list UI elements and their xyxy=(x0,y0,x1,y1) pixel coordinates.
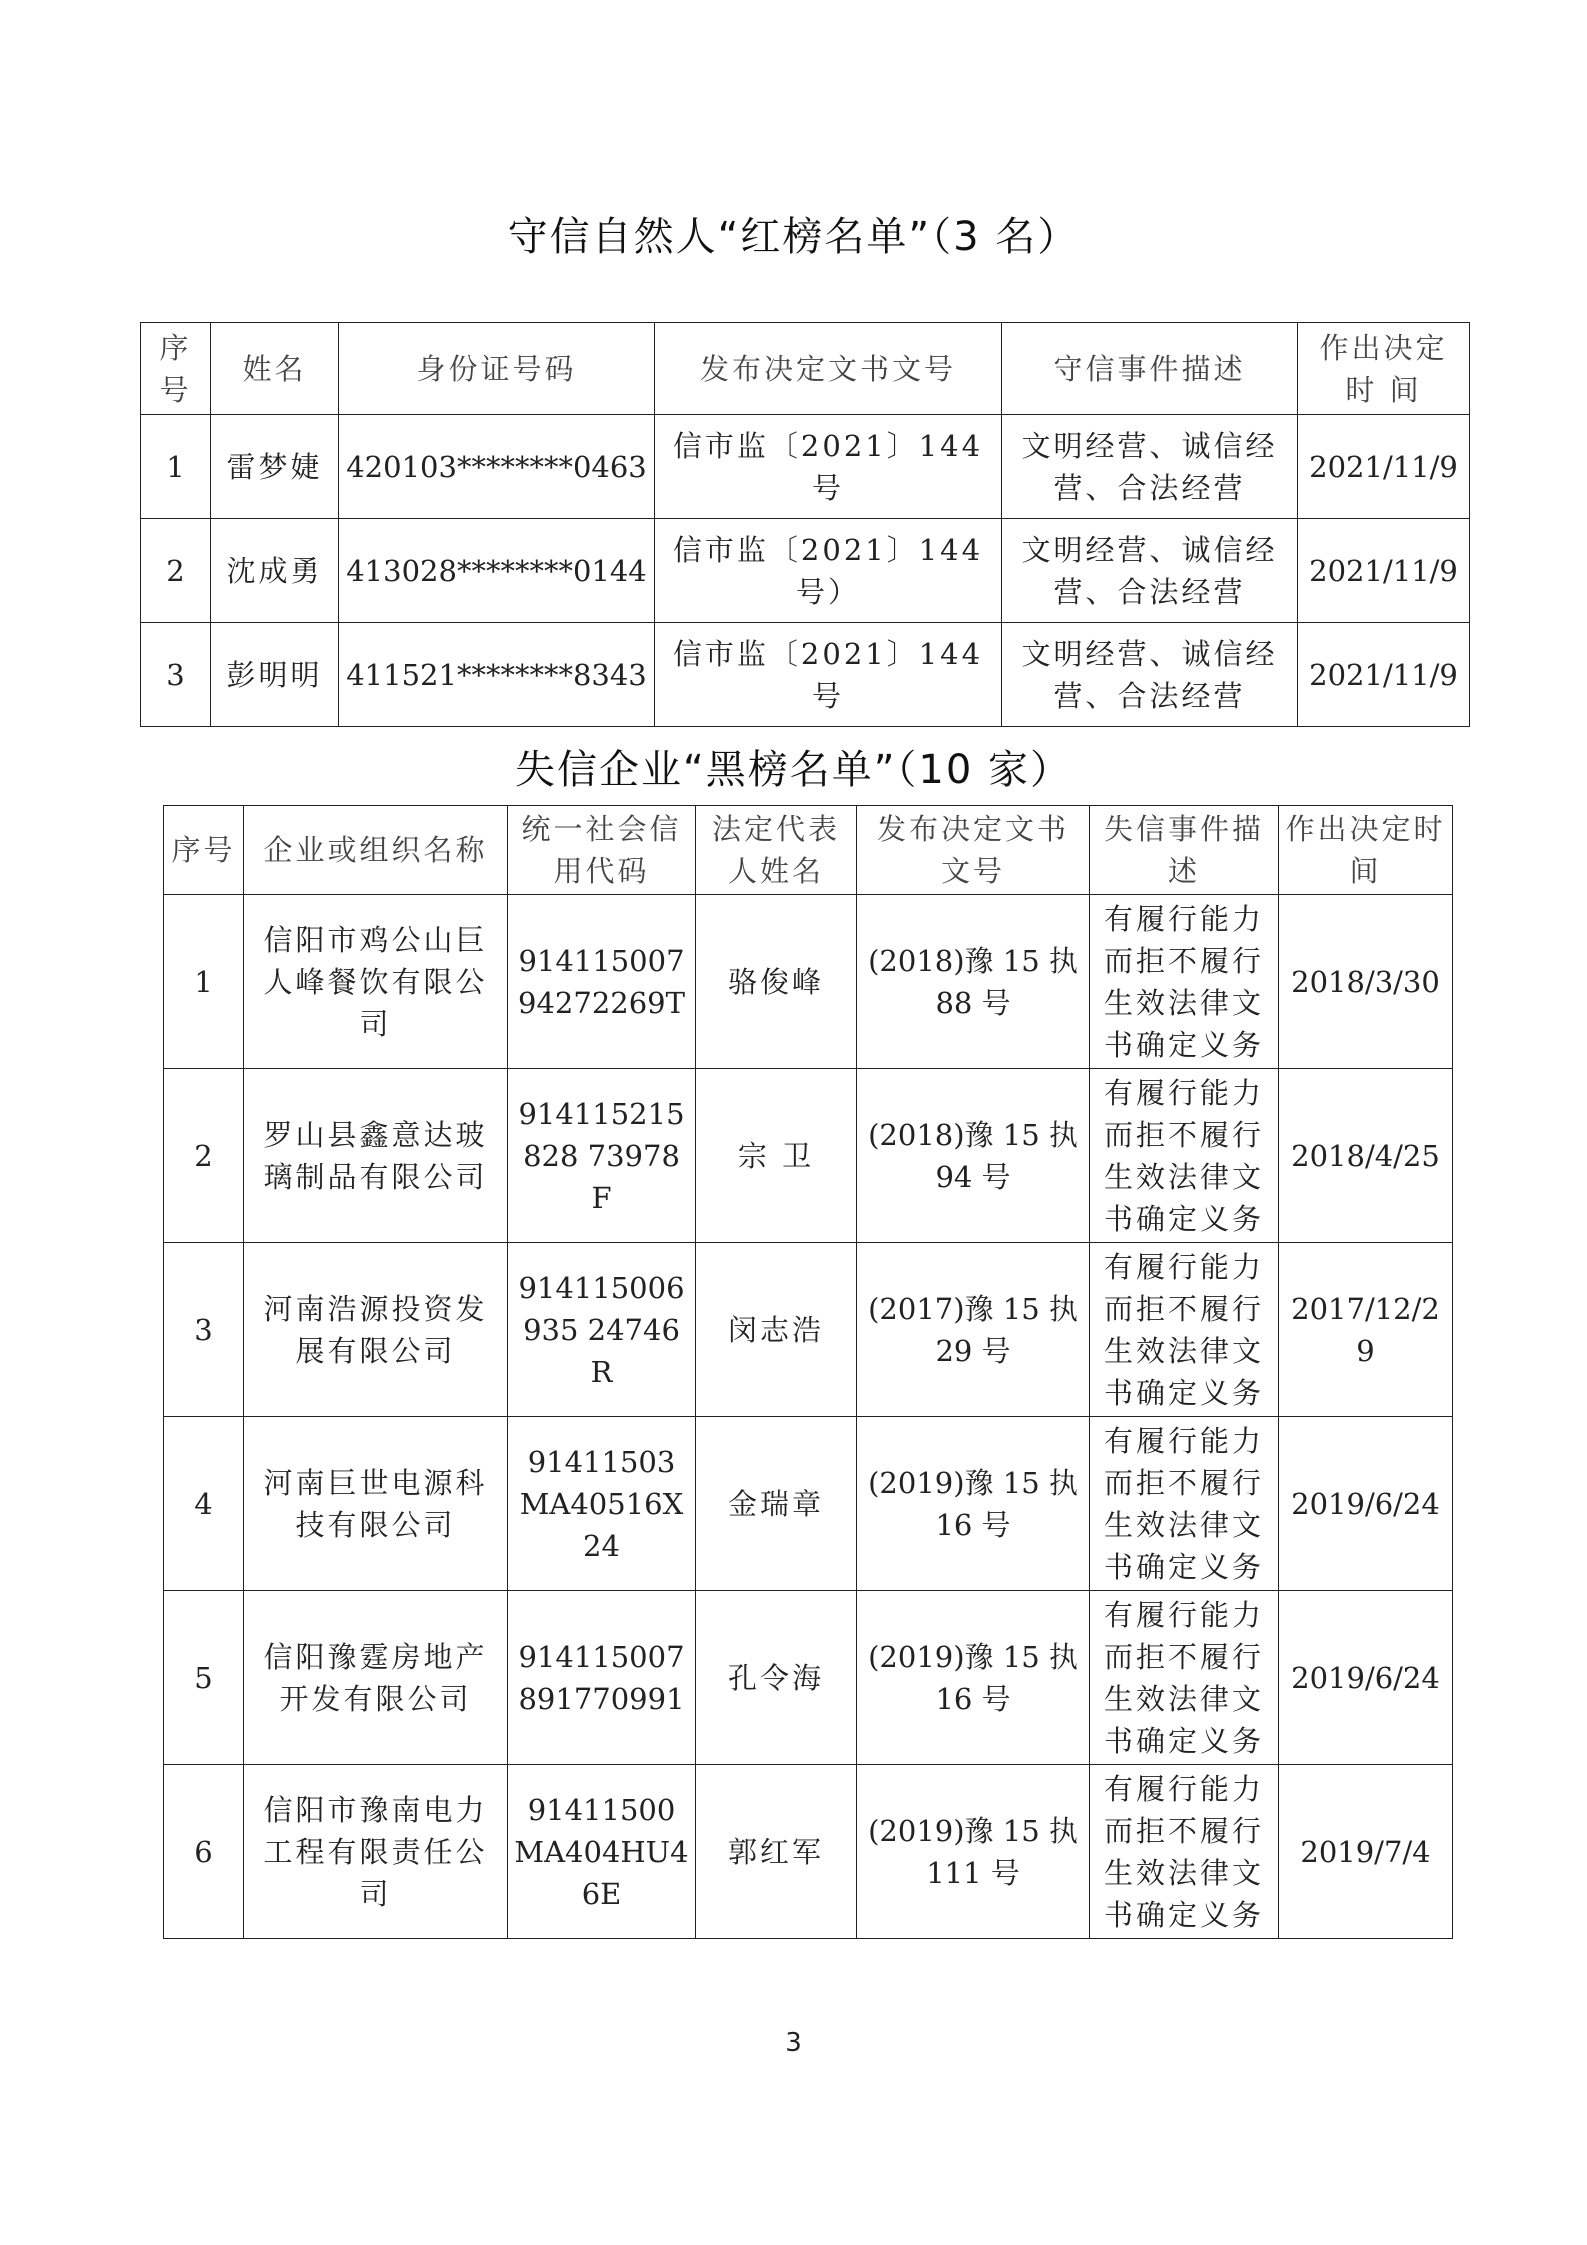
cell-doc: (2018)豫 15 执 88 号 xyxy=(857,895,1090,1069)
cell-doc: (2019)豫 15 执 16 号 xyxy=(857,1417,1090,1591)
cell-no: 3 xyxy=(141,623,211,727)
header-date: 作出决定时 间 xyxy=(1298,323,1470,415)
cell-no: 2 xyxy=(141,519,211,623)
cell-desc: 文明经营、诚信经营、合法经营 xyxy=(1002,415,1298,519)
cell-no: 1 xyxy=(164,895,244,1069)
table-row xyxy=(164,1243,1453,1417)
cell-credit-code: 914115215828 73978F xyxy=(508,1069,696,1243)
header-date: 作出决定时 间 xyxy=(1279,806,1453,895)
cell-desc: 有履行能力而拒不履行生效法律文书确定义务 xyxy=(1090,1765,1279,1939)
header-doc: 发布决定文书文号 xyxy=(655,323,1002,415)
table-row xyxy=(164,1069,1453,1243)
cell-credit-code: 91411500MA404HU46E xyxy=(508,1765,696,1939)
cell-credit-code: 91411503MA40516X24 xyxy=(508,1417,696,1591)
cell-desc: 有履行能力而拒不履行生效法律文书确定义务 xyxy=(1090,1417,1279,1591)
cell-id: 411521********8343 xyxy=(339,623,655,727)
cell-legal-rep: 骆俊峰 xyxy=(696,895,857,1069)
table-header-row xyxy=(141,323,1470,415)
cell-legal-rep: 宗 卫 xyxy=(696,1069,857,1243)
cell-doc: (2019)豫 15 执 16 号 xyxy=(857,1591,1090,1765)
header-company: 企业或组织名称 xyxy=(244,806,508,895)
table-row xyxy=(141,623,1470,727)
table-row xyxy=(141,519,1470,623)
cell-desc: 有履行能力而拒不履行生效法律文书确定义务 xyxy=(1090,895,1279,1069)
cell-date: 2018/3/30 xyxy=(1279,895,1453,1069)
cell-desc: 有履行能力而拒不履行生效法律文书确定义务 xyxy=(1090,1591,1279,1765)
cell-date: 2019/6/24 xyxy=(1279,1591,1453,1765)
cell-date: 2017/12/29 xyxy=(1279,1243,1453,1417)
table-row xyxy=(164,895,1453,1069)
table-row xyxy=(141,415,1470,519)
cell-date: 2018/4/25 xyxy=(1279,1069,1453,1243)
cell-no: 2 xyxy=(164,1069,244,1243)
black-list-title: 失信企业“黑榜名单”（10 家） xyxy=(514,747,1073,793)
cell-doc: 信市监〔2021〕144 号 xyxy=(655,415,1002,519)
cell-credit-code: 914115007891770991 xyxy=(508,1591,696,1765)
header-desc: 失信事件描 述 xyxy=(1090,806,1279,895)
header-legal-rep: 法定代表人姓名 xyxy=(696,806,857,895)
header-no: 序号 xyxy=(164,806,244,895)
red-list-table xyxy=(140,322,1470,727)
cell-legal-rep: 金瑞章 xyxy=(696,1417,857,1591)
cell-company: 河南浩源投资发展有限公司 xyxy=(244,1243,508,1417)
cell-desc: 文明经营、诚信经营、合法经营 xyxy=(1002,519,1298,623)
table-row xyxy=(164,1591,1453,1765)
table-row xyxy=(164,1417,1453,1591)
cell-date: 2019/7/4 xyxy=(1279,1765,1453,1939)
cell-company: 信阳豫霆房地产开发有限公司 xyxy=(244,1591,508,1765)
cell-company: 信阳市鸡公山巨人峰餐饮有限公司 xyxy=(244,895,508,1069)
cell-desc: 有履行能力而拒不履行生效法律文书确定义务 xyxy=(1090,1069,1279,1243)
cell-date: 2021/11/9 xyxy=(1298,623,1470,727)
black-list-table xyxy=(163,805,1453,1939)
cell-date: 2021/11/9 xyxy=(1298,519,1470,623)
header-id: 身份证号码 xyxy=(339,323,655,415)
cell-no: 4 xyxy=(164,1417,244,1591)
cell-name: 雷梦婕 xyxy=(211,415,339,519)
cell-company: 罗山县鑫意达玻璃制品有限公司 xyxy=(244,1069,508,1243)
header-doc: 发布决定文书文号 xyxy=(857,806,1090,895)
cell-date: 2019/6/24 xyxy=(1279,1417,1453,1591)
cell-name: 沈成勇 xyxy=(211,519,339,623)
cell-company: 河南巨世电源科技有限公司 xyxy=(244,1417,508,1591)
header-name: 姓名 xyxy=(211,323,339,415)
cell-no: 5 xyxy=(164,1591,244,1765)
header-credit-code: 统一社会信用代码 xyxy=(508,806,696,895)
cell-credit-code: 914115006935 24746R xyxy=(508,1243,696,1417)
table-row xyxy=(164,1765,1453,1939)
table-header-row xyxy=(164,806,1453,895)
header-desc: 守信事件描述 xyxy=(1002,323,1298,415)
header-no: 序号 xyxy=(141,323,211,415)
cell-no: 6 xyxy=(164,1765,244,1939)
cell-doc: 信市监〔2021〕144 号 xyxy=(655,623,1002,727)
cell-desc: 有履行能力而拒不履行生效法律文书确定义务 xyxy=(1090,1243,1279,1417)
cell-credit-code: 91411500794272269T xyxy=(508,895,696,1069)
page-number: 3 xyxy=(785,2028,802,2058)
cell-id: 420103********0463 xyxy=(339,415,655,519)
cell-legal-rep: 郭红军 xyxy=(696,1765,857,1939)
cell-desc: 文明经营、诚信经营、合法经营 xyxy=(1002,623,1298,727)
cell-doc: (2019)豫 15 执 111 号 xyxy=(857,1765,1090,1939)
cell-legal-rep: 闵志浩 xyxy=(696,1243,857,1417)
cell-no: 3 xyxy=(164,1243,244,1417)
cell-doc: (2017)豫 15 执 29 号 xyxy=(857,1243,1090,1417)
cell-name: 彭明明 xyxy=(211,623,339,727)
cell-no: 1 xyxy=(141,415,211,519)
cell-legal-rep: 孔令海 xyxy=(696,1591,857,1765)
red-list-title: 守信自然人“红榜名单”（3 名） xyxy=(507,214,1080,260)
cell-date: 2021/11/9 xyxy=(1298,415,1470,519)
cell-company: 信阳市豫南电力工程有限责任公司 xyxy=(244,1765,508,1939)
cell-id: 413028********0144 xyxy=(339,519,655,623)
cell-doc: 信市监〔2021〕144 号） xyxy=(655,519,1002,623)
cell-doc: (2018)豫 15 执 94 号 xyxy=(857,1069,1090,1243)
